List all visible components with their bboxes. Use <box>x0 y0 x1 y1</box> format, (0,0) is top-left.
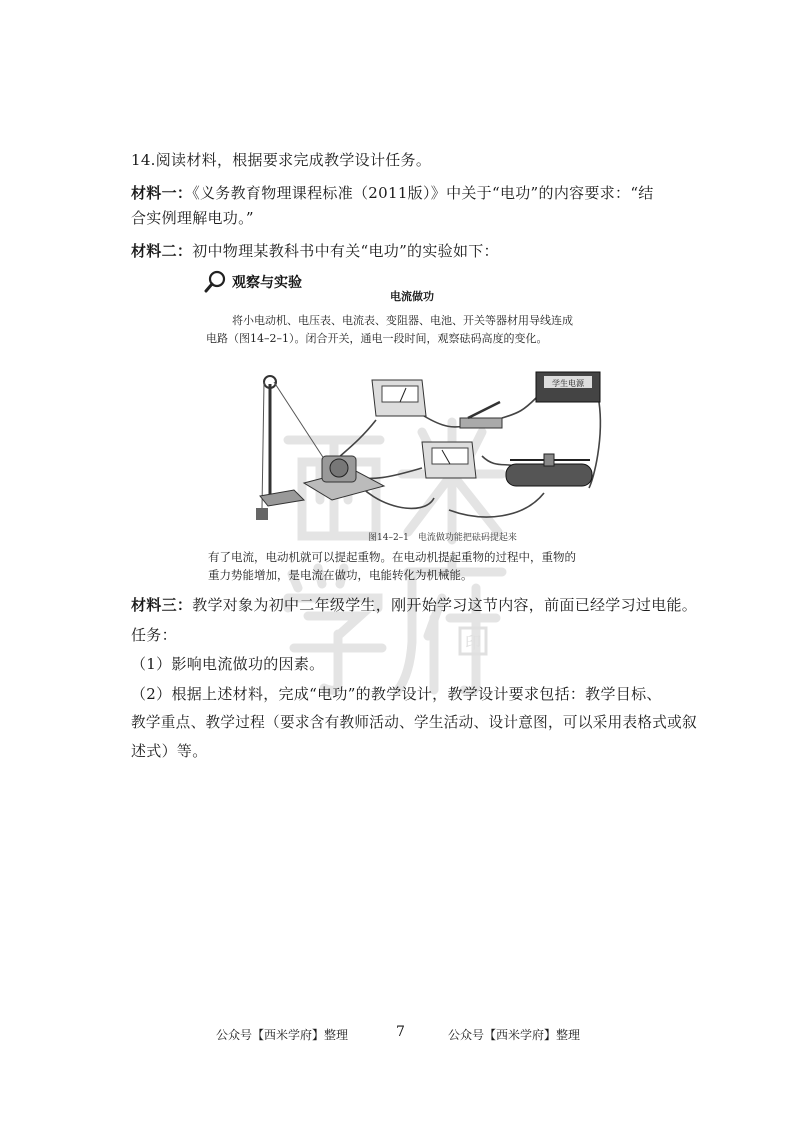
observe-experiment-title: 观察与实验 <box>232 275 302 291</box>
task-2-line-2: 教学重点、教学过程（要求含有教师活动、学生活动、设计意图，可以采用表格式或叙 <box>131 714 697 731</box>
material-3-text: 教学对象为初中二年级学生，刚开始学习这节内容，前面已经学习过电能。 <box>192 596 698 614</box>
knife-switch <box>460 402 502 428</box>
task-1: （1）影响电流做功的因素。 <box>131 655 325 673</box>
voltmeter <box>372 380 426 416</box>
rheostat <box>506 454 592 486</box>
material-2-text: 初中物理某教科书中有关“电功”的实验如下： <box>192 242 499 260</box>
figure-caption: 图14–2–1 电流做功能把砝码提起来 <box>368 533 517 543</box>
pulley-stand <box>256 376 330 520</box>
watermark-stamp <box>460 628 486 654</box>
material-2-label: 材料二： <box>131 242 193 260</box>
figure-conclusion-line-2: 重力势能增加，是电流在做功，电能转化为机械能。 <box>208 568 473 582</box>
figure-conclusion-line-1: 有了电流，电动机就可以提起重物。在电动机提起重物的过程中，重物的 <box>208 550 576 564</box>
svg-text:印: 印 <box>464 633 482 652</box>
footer-right-credit: 公众号【西米学府】整理 <box>448 1028 581 1042</box>
material-1-line-1 <box>131 182 654 204</box>
textbook-figure <box>196 268 628 588</box>
material-1-line-2: 合实例理解电功。” <box>131 209 254 227</box>
footer-left-credit: 公众号【西米学府】整理 <box>216 1028 349 1042</box>
page-number: 7 <box>396 1024 405 1040</box>
material-1-text: 《义务教育物理课程标准（2011版）》中关于“电功”的内容要求：“结 <box>192 184 654 202</box>
ammeter <box>422 442 476 478</box>
experiment-title: 电流做功 <box>390 290 434 303</box>
student-power-supply <box>536 372 600 402</box>
task-2-line-1: （2）根据上述材料，完成“电功”的教学设计，教学设计要求包括：教学目标、 <box>131 685 662 703</box>
material-2-line <box>131 240 499 262</box>
svg-text:学生电源: 学生电源 <box>552 379 584 388</box>
experiment-intro-line-1: 将小电动机、电压表、电流表、变阻器、电池、开关等器材用导线连成 <box>232 314 573 327</box>
tasks-heading: 任务： <box>131 626 177 644</box>
experiment-intro-line-2: 电路（图14–2–1）。闭合开关，通电一段时间，观察砝码高度的变化。 <box>206 332 548 345</box>
material-1-label: 材料一： <box>131 184 193 202</box>
question-heading: 14.阅读材料，根据要求完成教学设计任务。 <box>131 151 432 169</box>
task-2-line-3: 述式）等。 <box>131 742 208 760</box>
material-3-label: 材料三： <box>131 596 193 614</box>
circuit-apparatus-illustration <box>254 358 604 528</box>
material-3-line <box>131 594 697 616</box>
